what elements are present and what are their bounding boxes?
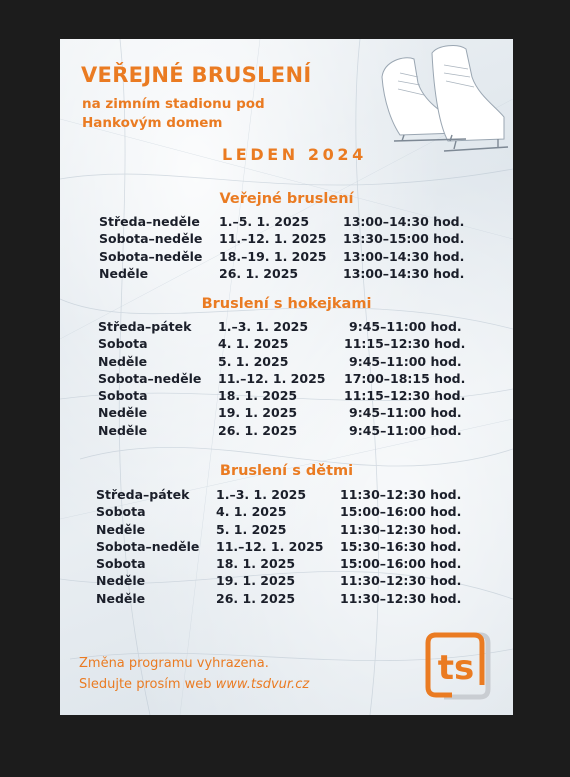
row-day: Sobota–neděle [99, 248, 203, 264]
row-date: 1.–5. 1. 2025 [219, 214, 310, 229]
row-date: 18. 1. 2025 [218, 388, 298, 404]
row-day: Neděle [96, 521, 146, 537]
footer-change-notice: Změna programu vyhrazena. [79, 656, 269, 671]
subtitle-line-2: Hankovým domem [82, 115, 223, 131]
row-time: 9:45–11:00 hod. [349, 353, 462, 369]
row-day: Neděle [98, 422, 148, 438]
section-title-hockey-skating: Bruslení s hokejkami [201, 296, 372, 312]
row-time: 15:00–16:00 hod. [340, 504, 462, 520]
row-time: 17:00–18:15 hod. [344, 370, 466, 386]
row-day: Středa–pátek [98, 319, 192, 334]
row-date: 19. 1. 2025 [216, 573, 296, 589]
row-date: 26. 1. 2025 [218, 422, 298, 438]
row-day: Neděle [98, 353, 148, 369]
section-title-public-skating: Veřejné bruslení [219, 191, 354, 207]
row-date: 26. 1. 2025 [219, 265, 299, 281]
row-day: Sobota–neděle [96, 538, 200, 554]
row-time: 15:00–16:00 hod. [340, 556, 462, 572]
logo-text: ts [437, 648, 475, 688]
row-time: 15:30–16:30 hod. [340, 538, 462, 554]
row-time: 11:30–12:30 hod. [340, 487, 462, 502]
website-link[interactable]: www.tsdvur.cz [215, 677, 310, 692]
row-time: 9:45–11:00 hod. [349, 405, 462, 421]
row-day: Sobota–neděle [98, 370, 202, 386]
row-date: 19. 1. 2025 [218, 405, 298, 421]
row-date: 5. 1. 2025 [218, 353, 289, 369]
row-date: 18. 1. 2025 [216, 556, 296, 572]
row-time: 11:30–12:30 hod. [340, 573, 462, 589]
month-heading: LEDEN 2024 [222, 145, 367, 164]
row-date: 5. 1. 2025 [216, 521, 287, 537]
ice-skates-icon [374, 43, 509, 163]
poster-title: VEŘEJNÉ BRUSLENÍ [81, 63, 312, 87]
row-date: 4. 1. 2025 [218, 336, 289, 352]
row-date: 11.–12. 1. 2025 [216, 538, 324, 554]
row-time: 13:00–14:30 hod. [343, 214, 465, 229]
row-day: Sobota [98, 388, 148, 404]
row-date: 1.–3. 1. 2025 [216, 487, 307, 502]
footer-note [79, 653, 309, 695]
row-date: 26. 1. 2025 [216, 590, 296, 606]
row-day: Středa–pátek [96, 487, 190, 502]
row-date: 11.–12. 1. 2025 [218, 370, 326, 386]
row-day: Neděle [99, 265, 149, 281]
poster [60, 39, 513, 715]
row-time: 11:30–12:30 hod. [340, 521, 462, 537]
footer-web-line [79, 674, 309, 695]
section-title-kids-skating: Bruslení s dětmi [219, 463, 354, 479]
row-date: 1.–3. 1. 2025 [218, 319, 309, 334]
row-date: 4. 1. 2025 [216, 504, 287, 520]
subtitle-line-1: na zimním stadionu pod [82, 96, 265, 112]
row-time: 11:15–12:30 hod. [344, 336, 466, 352]
row-date: 18.–19. 1. 2025 [219, 248, 327, 264]
row-day: Sobota [96, 556, 146, 572]
row-time: 13:00–14:30 hod. [343, 248, 465, 264]
row-day: Neděle [98, 405, 148, 421]
row-time: 9:45–11:00 hod. [349, 319, 462, 334]
row-day: Sobota [96, 504, 146, 520]
row-time: 13:30–15:00 hod. [343, 231, 465, 247]
row-time: 9:45–11:00 hod. [349, 422, 462, 438]
row-day: Sobota–neděle [99, 231, 203, 247]
row-date: 11.–12. 1. 2025 [219, 231, 327, 247]
row-day: Neděle [96, 590, 146, 606]
row-day: Sobota [98, 336, 148, 352]
poster-subtitle [82, 95, 265, 133]
row-day: Středa–neděle [99, 214, 200, 229]
ts-logo-icon [422, 631, 492, 701]
row-time: 11:30–12:30 hod. [340, 590, 462, 606]
row-time: 13:00–14:30 hod. [343, 265, 465, 281]
footer-web-prefix: Sledujte prosím web [79, 677, 216, 692]
row-day: Neděle [96, 573, 146, 589]
row-time: 11:15–12:30 hod. [344, 388, 466, 404]
